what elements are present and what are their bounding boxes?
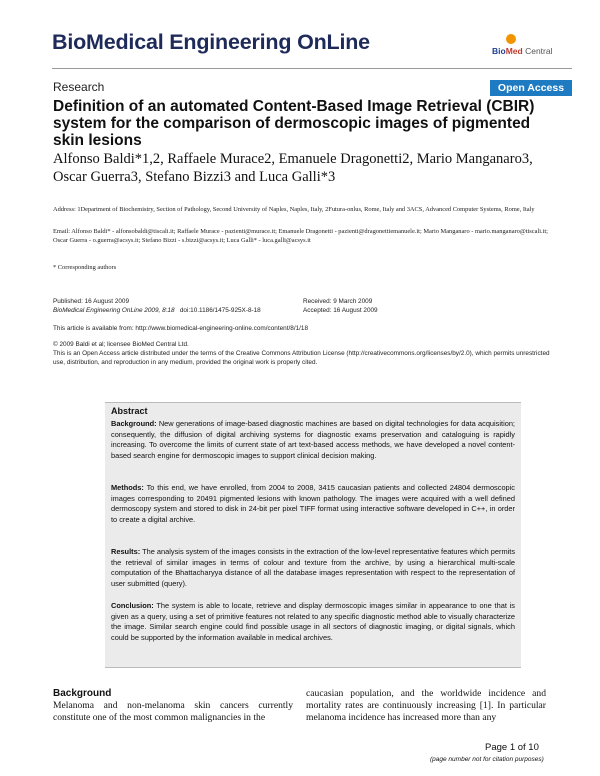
conclusion-label: Conclusion: — [111, 601, 154, 610]
article-title: Definition of an automated Content-Based Image Retrieval (CBIR) system for the comparison of dermoscopic images of pigmented skin lesions — [53, 98, 535, 149]
section-label: Research — [53, 80, 105, 94]
methods-text: To this end, we have enrolled, from 2004 to 2008, 3415 caucasian patients and collected 24804 dermoscopic images corresponding to 20491 pigmented lesions with known pathology. The images were acquired with a well defined dermoscopy system and stored to disk in 24-bit per pixel TIFF format using interactive software developed in C++, in order to create a digital archive. — [111, 483, 515, 524]
copyright-block — [53, 341, 563, 367]
author-emails: Email: Alfonso Baldi* - alfonsobaldi@tiscali.it; Raffaele Murace - pazienti@murace.it; Emanuele Dragonetti - pazienti@dragonettiemanuele.it; Mario Manganaro - mario.manganaro@tiscali.it; Oscar Guerra - o.guerra@acsys.it; Stefano Bizzi - s.bizzi@acsys.it; Luca Galli* - luca.galli@acsys.it — [53, 228, 548, 244]
methods-label: Methods: — [111, 483, 144, 492]
results-text: The analysis system of the images consists in the extraction of the low-level representative features which permits the retrieval of similar images in terms of colour and texture from the archive, by using a hierarchical multi-scale computation of the Bhattacharyya distance of all the database images representation with respect to the representation of user submitted (query). — [111, 547, 516, 588]
body-text-right: caucasian population, and the worldwide incidence and mortality rates are continuously increasing [1]. In particular melanoma incidence has increased more than any — [306, 688, 546, 723]
abstract-results — [111, 547, 515, 589]
accepted-date: Accepted: 16 August 2009 — [303, 306, 378, 314]
journal-title: BioMedical Engineering OnLine — [52, 30, 370, 54]
header-rule — [52, 68, 572, 69]
article-url[interactable]: This article is available from: http://www.biomedical-engineering-online.com/content/8/1/18 — [53, 325, 309, 332]
citation: BioMedical Engineering OnLine 2009, 8:18 — [53, 306, 175, 314]
open-access-badge: Open Access — [490, 80, 572, 96]
received-date: Received: 9 March 2009 — [303, 298, 373, 305]
logo-central: Central — [525, 46, 553, 56]
copyright-line: © 2009 Baldi et al; licensee BioMed Central Ltd. — [53, 341, 189, 348]
logo-med: Med — [505, 46, 523, 56]
logo-ball-icon — [506, 34, 516, 44]
doi: doi:10.1186/1475-925X-8-18 — [179, 306, 261, 314]
page-number: Page 1 of 10 — [485, 742, 539, 753]
background-heading: Background — [53, 688, 112, 699]
abstract-conclusion — [111, 601, 515, 643]
abstract-methods — [111, 483, 515, 525]
logo-bio: Bio — [492, 46, 506, 56]
author-list: Alfonso Baldi*1,2, Raffaele Murace2, Emanuele Dragonetti2, Mario Manganaro3, Oscar Guerra3, Stefano Bizzi3 and Luca Galli*3 — [53, 151, 533, 185]
abstract-box — [105, 402, 521, 668]
received-info — [303, 298, 503, 316]
background-text: New generations of image-based diagnostic machines are based on digital technologies for data acquisition; consequently, the diffusion of digital archiving systems for diagnostic exams preservation and cataloguing is rapidly increasing. To overcome the limits of current state of art text-based access methods, we have developed a novel content-based search engine for dermoscopic images to support clinical decision making. — [111, 419, 515, 460]
conclusion-text: The system is able to locate, retrieve and display dermoscopic images similar in appearance to one that is given as a query, using a set of primitive features not related to any specific diagnostic method able to visually characterize the image. Similar search engine could find possible usage in all sectors of diagnostic imaging, or digital signals, which could be supported by the information available in medical archives. — [111, 601, 515, 642]
abstract-heading: Abstract — [111, 406, 148, 416]
publication-info — [53, 298, 293, 316]
corresponding-note: * Corresponding authors — [53, 264, 117, 271]
background-label: Background: — [111, 419, 157, 428]
results-label: Results: — [111, 547, 141, 556]
biomed-central-logo — [492, 34, 572, 62]
author-address: Address: 1Department of Biochemistry, Section of Pathology, Second University of Naples, Naples, Italy, 2Futura-onlus, Rome, Italy and 3ACS, Advanced Computer Systems, Rome, Italy — [53, 206, 535, 213]
published-date: Published: 16 August 2009 — [53, 298, 130, 305]
page-note: (page number not for citation purposes) — [430, 756, 544, 763]
abstract-background — [111, 419, 515, 461]
body-text-left: Melanoma and non-melanoma skin cancers currently constitute one of the most common malignancies in the — [53, 700, 293, 723]
license-text: This is an Open Access article distributed under the terms of the Creative Commons Attribution License (http://creativecommons.org/licenses/by/2.0), which permits unrestricted use, distribution, and reproduction in any medium, provided the original work is properly cited. — [53, 349, 550, 366]
